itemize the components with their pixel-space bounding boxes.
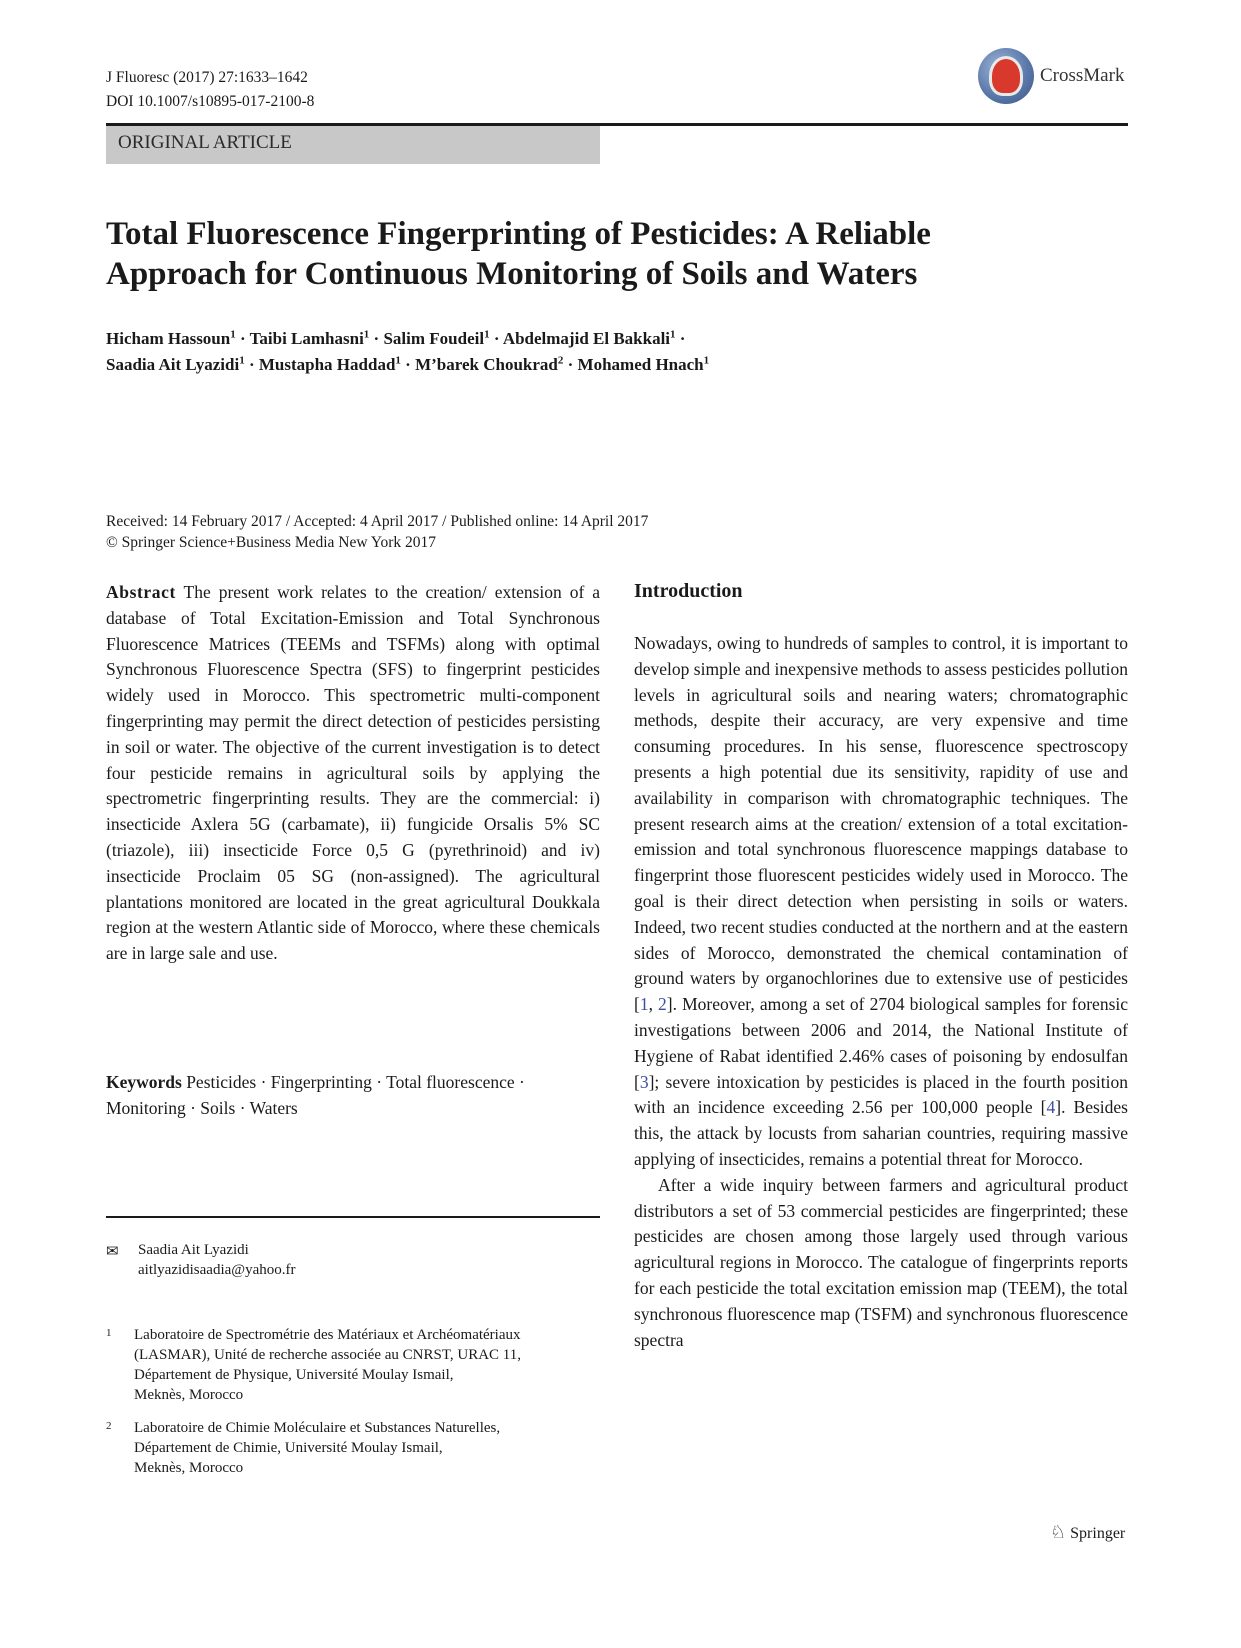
affiliation-number: 1	[106, 1327, 112, 1339]
corresponding-email[interactable]: aitlyazidisaadia@yahoo.fr	[138, 1262, 296, 1278]
crossmark-badge[interactable]	[978, 48, 1128, 106]
affiliation-number: 2	[106, 1420, 112, 1432]
author-affiliation-mark: 1	[239, 354, 245, 367]
publisher-logo	[1050, 1522, 1125, 1543]
introduction-paragraph-2: After a wide inquiry between farmers and agricultural product distributors a set of 53 commercial pesticides are fingerprinted; these pesticides are chosen among those largely used through various agricultural regions in Morocco. The catalogue of fingerprints reports for each pesticide the total excitation emission map (TEEM), the total synchronous fluorescence map (TSFM) and synchronous fluorescence spectra	[634, 1174, 1128, 1350]
author-affiliation-mark: 1	[230, 328, 236, 341]
keywords-line-2: Monitoring · Soils · Waters	[106, 1097, 298, 1118]
author-affiliation-mark: 1	[670, 328, 676, 341]
author[interactable]: Abdelmajid El Bakkali	[502, 329, 671, 348]
affiliation-line: Laboratoire de Chimie Moléculaire et Substances Naturelles,	[134, 1420, 501, 1436]
author[interactable]: Salim Foudeil	[383, 329, 485, 348]
footnote-rule	[106, 1216, 600, 1218]
envelope-icon: ✉	[106, 1244, 119, 1260]
author[interactable]: M’barek Choukrad	[415, 355, 558, 374]
title-line-1: Total Fluorescence Fingerprinting of Pesticides: A Reliable	[106, 216, 931, 252]
journal-info	[106, 66, 314, 114]
paper-title	[106, 214, 1106, 294]
abstract-text: The present work relates to the creation/ extension of a database of Total Excitation-Emission and Total Synchronous Fluorescence Matrices (TEEMs and TSFMs) along with optimal Synchronous Fluorescence Spectra (SFS) to fingerprint pesticides widely used in Morocco. This spectrometric multi-component fingerprinting may permit the direct detection of pesticides persisting in soil or water. The objective of the current investigation is to detect four pesticide remains in agricultural soils by applying the spectrometric fingerprinting results. They are the commercial: i) insecticide Axlera 5G (carbamate), ii) fungicide Orsalis 5% SC (triazole), iii) insecticide Force 0,5 G (pyrethrinoid) and iv) insecticide Proclaim 05 SG (non-assigned). The agricultural plantations monitored are located in the great agricultural Doukkala region at the western Atlantic side of Morocco, where these chemicals are in large sale and use.	[106, 582, 600, 964]
doi[interactable]: DOI 10.1007/s10895-017-2100-8	[106, 93, 315, 110]
affiliation-line: Laboratoire de Spectrométrie des Matériaux et Archéomatériaux	[134, 1327, 521, 1343]
copyright-line: © Springer Science+Business Media New York 2017	[106, 534, 437, 551]
affiliation-1	[106, 1325, 600, 1405]
keywords-line-1: Pesticides · Fingerprinting · Total fluorescence ·	[186, 1072, 525, 1092]
introduction-body	[634, 631, 1128, 1353]
article-type-banner: ORIGINAL ARTICLE	[106, 126, 600, 164]
abstract	[106, 580, 600, 967]
affiliation-2	[106, 1418, 600, 1478]
affiliation-line: Département de Chimie, Université Moulay Ismail,	[134, 1440, 443, 1456]
author[interactable]: Taibi Lamhasni	[249, 329, 364, 348]
author-affiliation-mark: 1	[395, 354, 401, 367]
affiliation-line: Meknès, Morocco	[134, 1387, 244, 1403]
received-accepted-line: Received: 14 February 2017 / Accepted: 4 April 2017 / Published online: 14 April 2017	[106, 513, 649, 530]
author-affiliation-mark: 2	[557, 354, 564, 367]
introduction-paragraph-1: Nowadays, owing to hundreds of samples to control, it is important to develop simple and inexpensive methods to assess pesticides pollution levels in agricultural soils and nearing waters; chromatographic methods, despite their accuracy, are very expensive and time consuming procedures. In his sense, fluorescence spectroscopy presents a high potential due its sensitivity, rapidity of use and availability in comparison with chromatographic techniques. The present research aims at the creation/ extension of a total excitation-emission and total synchronous fluorescence mappings database to fingerprint those fluorescent pesticides widely used in Morocco. The goal is their direct detection when persisting in soils or waters. Indeed, two recent studies conducted at the northern and at the eastern sides of Morocco, demonstrated the chemical contamination of ground waters by organochlorines due to extensive use of pesticides [1, 2]. Moreover, among a set of 2704 biological samples for forensic investigations between 2006 and 2014, the National Institute of Hygiene of Rabat identified 2.46% cases of poisoning by endosulfan [3]; severe intoxication by pesticides is placed in the fourth position with an incidence exceeding 2.56 per 100,000 people [4]. Besides this, the attack by locusts from saharian countries, requiring massive applying of insecticides, remains a potential threat for Morocco.	[634, 633, 1129, 1169]
publication-dates	[106, 511, 648, 553]
citation-link[interactable]: 4	[1046, 1097, 1056, 1118]
affiliation-line: Meknès, Morocco	[134, 1460, 244, 1476]
author[interactable]: Hicham Hassoun	[106, 329, 231, 348]
affiliation-line: (LASMAR), Unité de recherche associée au CNRST, URAC 11,	[134, 1347, 521, 1363]
author-affiliation-mark: 1	[363, 328, 370, 341]
introduction-heading: Introduction	[634, 580, 743, 602]
abstract-heading: Abstract	[106, 582, 176, 602]
author-affiliation-mark: 1	[484, 328, 490, 341]
springer-horse-icon: ♘	[1050, 1522, 1067, 1542]
citation-link[interactable]: 2	[658, 994, 667, 1015]
publisher-name: Springer	[1070, 1525, 1126, 1542]
author[interactable]: Mustapha Haddad	[258, 355, 396, 374]
title-line-2: Approach for Continuous Monitoring of Soils and Waters	[106, 256, 918, 292]
citation-link[interactable]: 3	[639, 1071, 649, 1092]
journal-citation: J Fluoresc (2017) 27:1633–1642	[106, 69, 308, 86]
keywords	[106, 1070, 600, 1122]
corresponding-name: Saadia Ait Lyazidi	[138, 1242, 249, 1258]
keywords-heading: Keywords	[106, 1072, 182, 1092]
crossmark-label: CrossMark	[1040, 65, 1125, 86]
author-list: Hicham Hassoun$^1$ · Taibi Lamhasni$^1$ · Salim Foudeil$^1$ · Abdelmajid El Bakkali$^1$ · Saadia Ait Lyazidi$^1$ · Mustapha Haddad$^1$ · M’barek Choukrad$^2$ · Mohamed Hnach$^1$	[106, 328, 710, 374]
author[interactable]: Saadia Ait Lyazidi	[106, 355, 240, 374]
author-affiliation-mark: 1	[703, 354, 710, 367]
crossmark-icon	[978, 48, 1034, 104]
citation-link[interactable]: 1	[639, 994, 649, 1015]
affiliation-line: Département de Physique, Université Moulay Ismail,	[134, 1367, 454, 1383]
author[interactable]: Mohamed Hnach	[577, 355, 704, 374]
